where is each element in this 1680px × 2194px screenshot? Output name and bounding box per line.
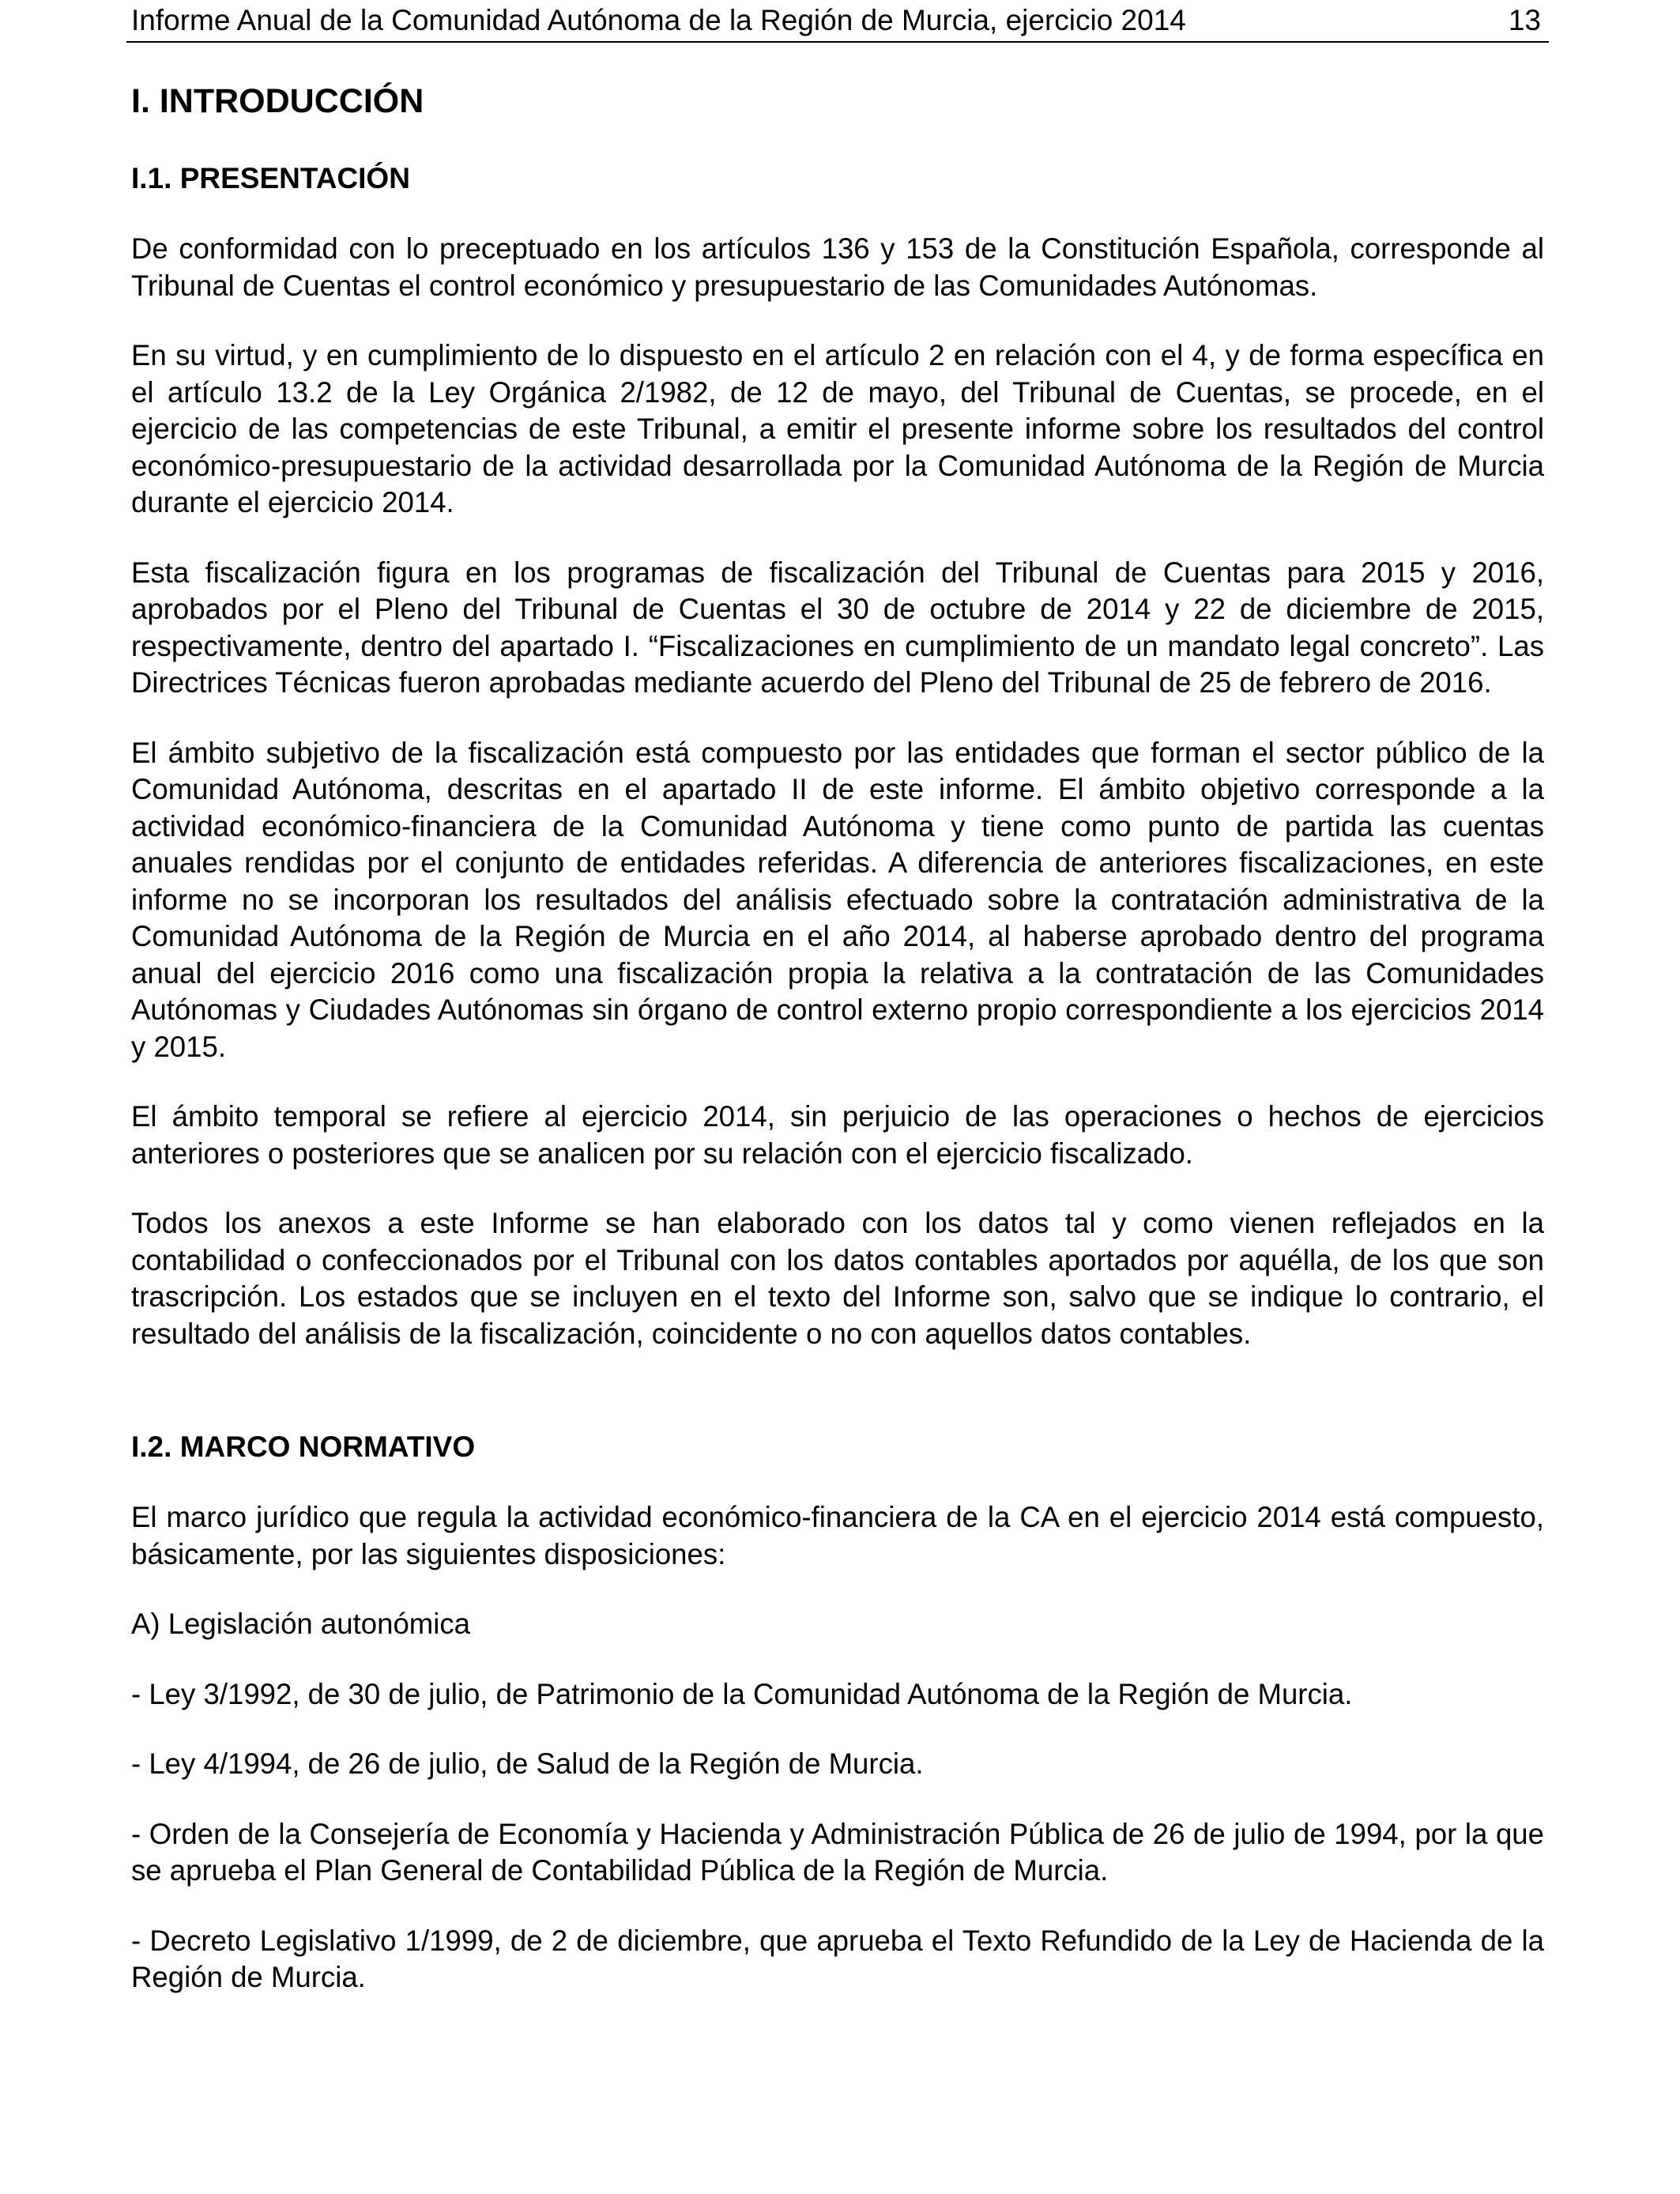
paragraph: De conformidad con lo preceptuado en los artículos 136 y 153 de la Constitución Española, corresponde al Tribunal de Cuentas el control económico y presupuestario de las Comunidades Autónomas. [131,232,1544,302]
paragraph: En su virtud, y en cumplimiento de lo dispuesto en el artículo 2 en relación con el 4, y de forma específica en el artículo 13.2 de la Ley Orgánica 2/1982, de 12 de mayo, del Tribunal de Cuentas, se procede, en el ejercicio de las competencias de este Tribunal, a emitir el presente informe sobre los resultados del control económico-presupuestario de la actividad desarrollada por la Comunidad Autónoma de la Región de Murcia durante el ejercicio 2014. [131,339,1544,518]
document-body [131,79,1544,2030]
list-item: - Decreto Legislativo 1/1999, de 2 de diciembre, que aprueba el Texto Refundido de la Ley de Hacienda de la Región de Murcia. [131,1924,1544,1993]
page-number: 13 [1508,4,1541,36]
running-header [126,0,1549,43]
list-item: - Orden de la Consejería de Economía y Hacienda y Administración Pública de 26 de julio de 1994, por la que se aprueba el Plan General de Contabilidad Pública de la Región de Murcia. [131,1817,1544,1887]
heading-marco-normativo: I.2. MARCO NORMATIVO [131,1431,476,1463]
paragraph: Esta fiscalización figura en los programas de fiscalización del Tribunal de Cuentas para 2015 y 2016, aprobados por el Pleno del Tribunal de Cuentas el 30 de octubre de 2014 y 22 de diciembre de 2015, respectivamente, dentro del apartado I. “Fiscalizaciones en cumplimiento de un mandato legal concreto”. Las Directrices Técnicas fueron aprobadas mediante acuerdo del Pleno del Tribunal de 25 de febrero de 2016. [131,556,1544,699]
section-title: I. INTRODUCCIÓN [131,82,424,120]
paragraph: El marco jurídico que regula la actividad económico-financiera de la CA en el ejercicio 2014 está compuesto, básicamente, por las siguientes disposiciones: [131,1501,1544,1570]
subheading-legislacion: A) Legislación autonómica [131,1608,471,1640]
paragraph: Todos los anexos a este Informe se han elaborado con los datos tal y como vienen reflejados en la contabilidad o confeccionados por el Tribunal con los datos contables aportados por aquélla, de los que son trascripción. Los estados que se incluyen en el texto del Informe son, salvo que se indique lo contrario, el resultado del análisis de la fiscalización, coincidente o no con aquellos datos contables. [131,1207,1544,1350]
paragraph: El ámbito subjetivo de la fiscalización está compuesto por las entidades que forman el sector público de la Comunidad Autónoma, descritas en el apartado II de este informe. El ámbito objetivo corresponde a la actividad económico-financiera de la Comunidad Autónoma y tiene como punto de partida las cuentas anuales rendidas por el conjunto de entidades referidas. A diferencia de anteriores fiscalizaciones, en este informe no se incorporan los resultados del análisis efectuado sobre la contratación administrativa de la Comunidad Autónoma de la Región de Murcia en el año 2014, al haberse aprobado dentro del programa anual del ejercicio 2016 como una fiscalización propia la relativa a la contratación de las Comunidades Autónomas y Ciudades Autónomas sin órgano de control externo propio correspondiente a los ejercicios 2014 y 2015. [131,736,1544,1063]
list-item: - Ley 3/1992, de 30 de julio, de Patrimonio de la Comunidad Autónoma de la Región de Murcia. [131,1677,1353,1710]
list-item: - Ley 4/1994, de 26 de julio, de Salud de la Región de Murcia. [131,1747,924,1780]
heading-presentacion: I.1. PRESENTACIÓN [131,162,410,194]
header-title: Informe Anual de la Comunidad Autónoma de la Región de Murcia, ejercicio 2014 [131,4,1186,36]
paragraph: El ámbito temporal se refiere al ejercicio 2014, sin perjuicio de las operaciones o hechos de ejercicios anteriores o posteriores que se analicen por su relación con el ejercicio fiscalizado. [131,1100,1544,1170]
